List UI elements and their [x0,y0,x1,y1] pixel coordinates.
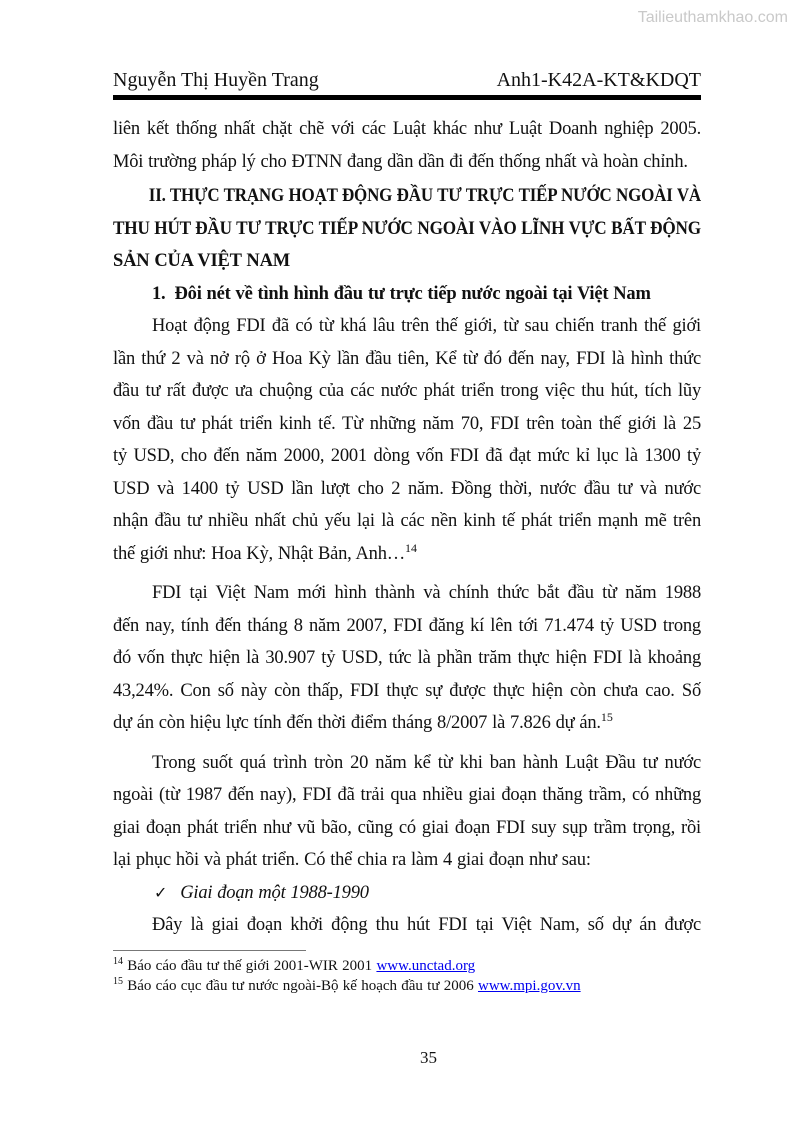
text-line: Môi trường pháp lý cho ĐTNN đang dần dần đi đến thống nhất và hoàn chỉnh. [113,151,688,172]
footnote-15 [113,976,701,996]
subsection-title: Đôi nét về tình hình đầu tư trực tiếp nước ngoài tại Việt Nam [174,283,651,304]
text-line: Đây là giai đoạn khởi động thu hút FDI tại Việt Nam, số dự án được [152,915,701,935]
text-line: giai đoạn phát triển như vũ bão, cũng có giai đoạn FDI suy sụp trầm trọng, rồi [113,817,701,838]
footnote-link-unctad[interactable]: www.unctad.org [376,957,476,974]
footnote-ref: 14 [405,540,418,555]
text-line: THU HÚT ĐẦU TƯ TRỰC TIẾP NƯỚC NGOÀI VÀO LĨNH VỰC BẤT ĐỘNG [113,218,701,239]
page-header [113,0,701,92]
page-number: 35 [420,1048,437,1067]
footnote-block [113,950,701,996]
text-line: FDI tại Việt Nam mới hình thành và chính thức bắt đầu từ năm 1988 [152,583,701,603]
text-line: 43,24%. Con số này còn thấp, FDI thực sự được thực hiện còn chưa cao. Số [113,680,701,701]
checkmark-icon: ✓ [154,882,168,902]
text-line: đó vốn thực hiện là 30.907 tỷ USD, tức là phần trăm thực hiện FDI là khoảng [113,648,701,668]
stage-bullet-label: Giai đoạn một 1988-1990 [180,882,369,903]
footnote-text: Báo cáo đầu tư thế giới 2001-WIR 2001 [127,957,377,974]
paragraph-four-stages [113,747,701,877]
text-line: Hoạt động FDI đã có từ khá lâu trên thế giới, từ sau chiến tranh thế giới [152,316,701,336]
text-line: đầu tư rất được ưa chuộng của các nước phát triển trong việc thu hút, tích lũy [113,381,701,401]
footnote-separator [113,950,306,951]
watermark: Tailieuthamkhao.com [637,9,788,26]
text-line: Trong suốt quá trình tròn 20 năm kể từ khi ban hành Luật Đầu tư nước [152,752,701,773]
footnote-14 [113,956,701,976]
text-line: II. THỰC TRẠNG HOẠT ĐỘNG ĐẦU TƯ TRỰC TIẾP NƯỚC NGOÀI VÀ [148,186,702,206]
document-body [113,113,701,996]
footnote-text: Báo cáo cục đầu tư nước ngoài-Bộ kế hoạch đầu tư 2006 [127,977,478,994]
subsection-number: 1. [152,283,166,304]
text-line: nhận đầu tư nhiều nhất chủ yếu lại là các nền kinh tế phát triển mạnh mẽ trên [113,511,701,531]
text-line: thế giới như: Hoa Kỳ, Nhật Bản, Anh…$^{14}$ [113,540,418,564]
text-line: ngoài (từ 1987 đến nay), FDI đã trải qua nhiều giai đoạn thăng trầm, có những [113,785,701,805]
subsection-heading [113,278,701,311]
section-heading [113,180,701,278]
paragraph-stage1 [113,909,701,942]
paragraph-fdi-vietnam [113,577,701,740]
header-author: Nguyễn Thị Huyền Trang [113,69,319,91]
header-class-code: Anh1-K42A-KT&KDQT [496,69,701,91]
text-line: dự án còn hiệu lực tính đến thời điểm tháng 8/2007 là 7.826 dự án.$^{15}$ [113,709,613,733]
paragraph-fdi-world [113,310,701,570]
footnote-number: 15 [113,975,123,987]
text-line: vốn đầu tư phát triển kinh tế. Từ những năm 70, FDI trên toàn thế giới là 25 [113,413,701,434]
stage-bullet-item [113,877,701,910]
text-line: liên kết thống nhất chặt chẽ với các Luật khác như Luật Doanh nghiệp 2005. [113,119,701,139]
text-line: USD và 1400 tỷ USD lần lượt cho 2 năm. Đồng thời, nước đầu tư và nước [113,478,701,499]
text-line: lại phục hồi và phát triển. Có thể chia ra làm 4 giai đoạn như sau: [113,850,591,870]
text-line: SẢN CỦA VIỆT NAM [113,251,290,271]
footnote-link-mpi[interactable]: www.mpi.gov.vn [477,977,581,994]
text-line: tỷ USD, cho đến năm 2000, 2001 dòng vốn FDI đã đạt mức kỉ lục là 1300 tỷ [113,446,701,466]
footnote-ref: 15 [600,709,613,724]
header-rule [113,95,701,100]
text-line: lần thứ 2 và nở rộ ở Hoa Kỳ lần đầu tiên, Kể từ đó đến nay, FDI là hình thức [113,348,701,369]
text-line: đến nay, tính đến tháng 8 năm 2007, FDI đăng kí lên tới 71.474 tỷ USD trong [113,615,701,636]
footnote-number: 14 [113,955,123,967]
paragraph-intro [113,113,701,178]
